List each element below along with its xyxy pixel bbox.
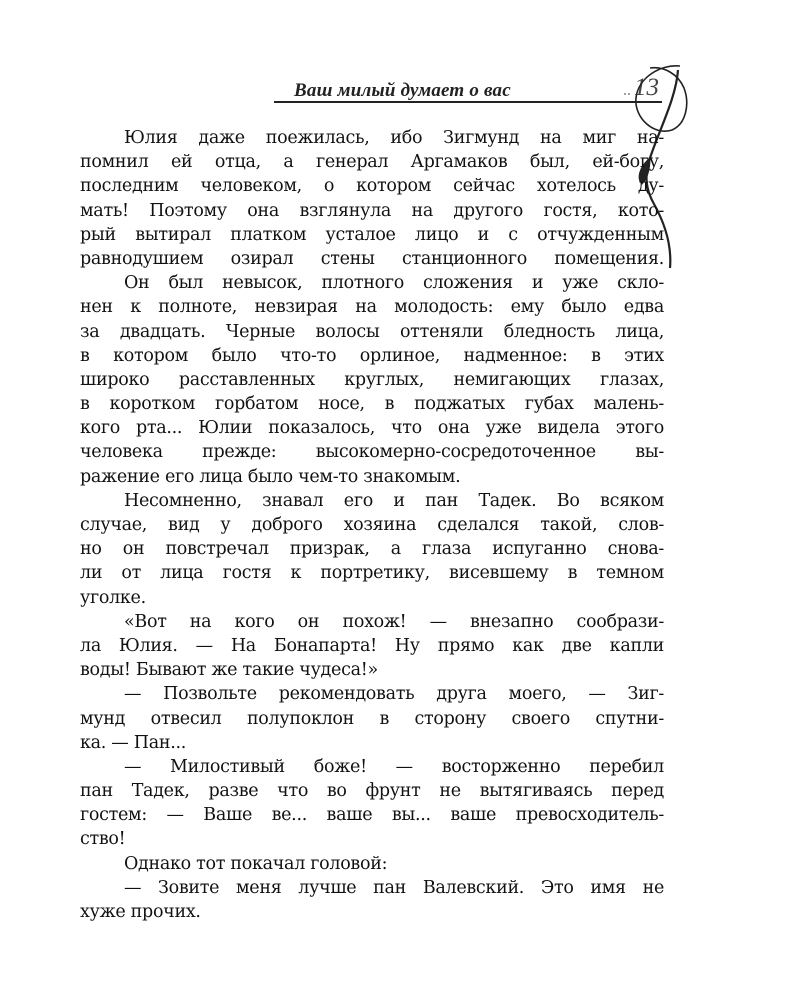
header-rule	[274, 101, 662, 103]
text-line: — Милостивый боже! — восторженно перебил	[124, 756, 664, 777]
running-header-title: Ваш милый думает о вас	[294, 80, 511, 101]
text-line: — Позвольте рекомендовать друга моего, — Зиг-	[124, 684, 664, 705]
text-line: Он был невысок, плотного сложения и уже скло-	[124, 273, 664, 294]
text-line: ство!	[80, 829, 126, 850]
text-line: нен к полноте, невзирая на молодость: ему было едва	[80, 297, 664, 318]
text-line: за двадцать. Черные волосы оттеняли бледность лица,	[80, 321, 664, 342]
text-line: ражение его лица было чем-то знакомым.	[80, 466, 461, 487]
paragraph	[80, 876, 664, 924]
text-line: пан Тадек, разве что во фрунт не вытягиваясь перед	[80, 781, 664, 802]
text-line: равнодушием озирал стены станционного помещения.	[80, 248, 664, 269]
text-line: ка. — Пан...	[80, 732, 187, 753]
text-line: Несомненно, знавал его и пан Тадек. Во всяком	[124, 490, 664, 511]
text-line: «Вот на кого он похож! — внезапно сообрази-	[124, 611, 664, 632]
page-number: 13	[634, 74, 659, 101]
text-line: последним человеком, о котором сейчас хотелось ду-	[80, 176, 664, 197]
text-line: случае, вид у доброго хозяина сделался такой, слов-	[80, 515, 664, 535]
text-line: в коротком горбатом носе, в поджатых губах малень-	[80, 394, 664, 415]
text-line: но он повстречал призрак, а глаза испуганно снова-	[80, 539, 664, 560]
text-line: человека прежде: высокомерно-сосредоточенное вы-	[80, 442, 664, 463]
text-body	[80, 126, 664, 924]
text-line: ли от лица гостя к портретику, висевшему в темном	[80, 563, 664, 584]
text-line: широко расставленных круглых, немигающих глазах,	[80, 369, 664, 390]
paragraph	[80, 755, 664, 852]
text-line: гостем: — Ваше ве... ваше вы... ваше превосходитель-	[80, 805, 664, 826]
text-line: ла Юлия. — На Бонапарта! Ну прямо как две капли	[80, 635, 664, 656]
paragraph	[124, 852, 664, 876]
text-line: хуже прочих.	[80, 902, 201, 922]
text-line: рый вытирал платком усталое лицо и с отчужденным	[80, 224, 664, 245]
text-line: — Зовите меня лучше пан Валевский. Это имя не	[124, 877, 664, 898]
paragraph	[80, 682, 664, 755]
text-line: помнил ей отца, а генерал Аргамаков был, ей-богу,	[80, 152, 664, 173]
text-line: мунд отвесил полупоклон в сторону своего спутни-	[80, 708, 664, 729]
text-line: в котором было что-то орлиное, надменное: в этих	[80, 345, 664, 366]
paragraph	[80, 271, 664, 489]
text-line: Однако тот покачал головой:	[124, 853, 388, 874]
paragraph	[80, 126, 664, 271]
paragraph	[80, 489, 664, 610]
text-line: Юлия даже поежилась, ибо Зигмунд на миг на-	[124, 128, 664, 148]
text-line: кого рта... Юлии показалось, что она уже видела этого	[80, 418, 664, 439]
text-line: уголке.	[80, 587, 146, 608]
text-line: воды! Бывают же такие чудеса!»	[80, 660, 378, 681]
text-line: мать! Поэтому она взглянула на другого гостя, кото-	[80, 200, 664, 221]
paragraph	[80, 610, 664, 683]
